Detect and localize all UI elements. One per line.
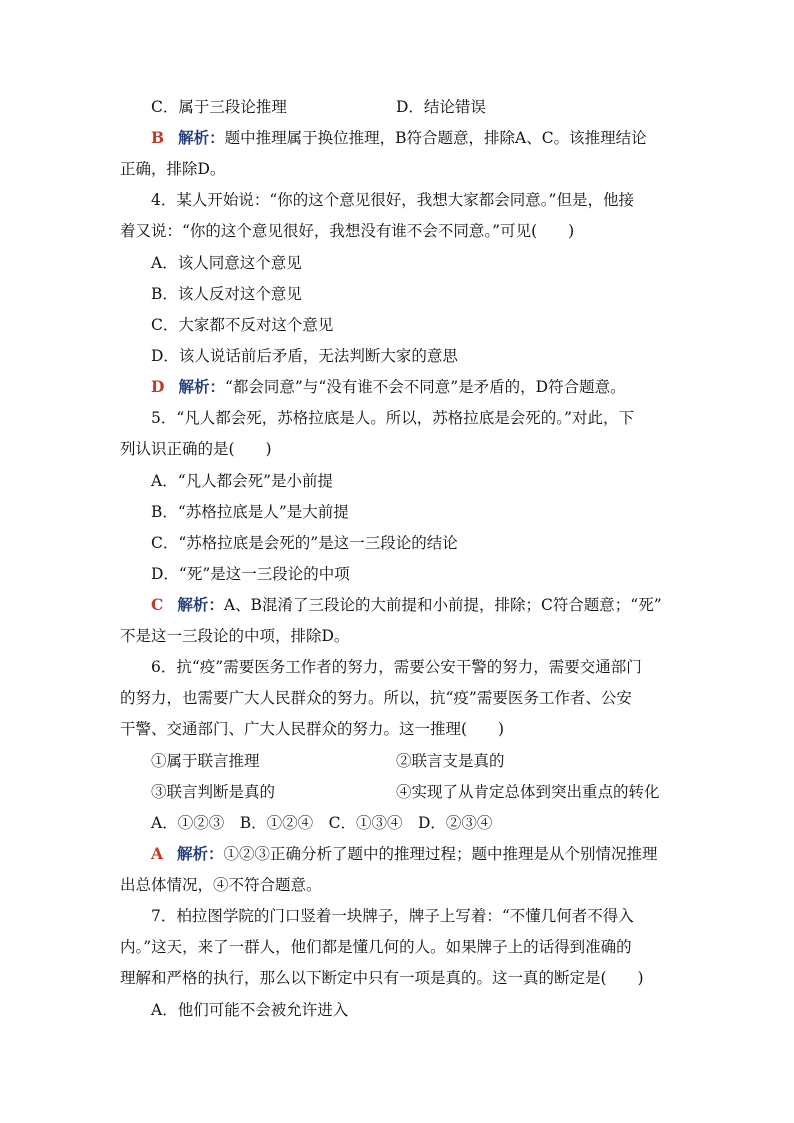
q4-stem-cont: 着又说：“你的这个意见很好，我想没有谁不会不同意。”可见( )	[120, 222, 575, 240]
q6-item-3: ③联言判断是真的	[151, 783, 276, 801]
q5-option-d: D．“死”是这一三段论的中项	[151, 565, 350, 583]
q5-analysis-cont: 不是这一三段论的中项，排除D。	[120, 627, 350, 645]
q3-option-c: C．属于三段论推理	[151, 98, 287, 116]
q6-item-4: ④实现了从肯定总体到突出重点的转化	[396, 783, 660, 801]
q5-analysis-text: A、B混淆了三段论的大前提和小前提，排除；C符合题意；“死”	[223, 596, 662, 614]
q3-analysis-cont: 正确，排除D。	[120, 160, 226, 178]
q7-option-a: A．他们可能不会被允许进入	[151, 1001, 349, 1019]
q6-answer: A	[151, 844, 164, 863]
q7-stem: 7．柏拉图学院的门口竖着一块牌子，牌子上写着：“不懂几何者不得入	[151, 907, 634, 925]
q4-answer: D	[151, 377, 165, 396]
q3-answer: B	[151, 128, 165, 147]
q5-option-c: C．“苏格拉底是会死的”是这一三段论的结论	[151, 534, 458, 552]
q6-options: A．①②③ B．①②④ C．①③④ D．②③④	[151, 814, 493, 832]
q6-stem: 6．抗“疫”需要医务工作者的努力，需要公安干警的努力，需要交通部门	[151, 658, 642, 676]
q3-option-d: D．结论错误	[396, 98, 486, 116]
q4-analysis	[151, 377, 794, 397]
q5-option-b: B．“苏格拉底是人”是大前提	[151, 503, 349, 521]
q4-analysis-label: 解析：	[178, 377, 225, 396]
q6-analysis-label: 解析：	[177, 844, 224, 863]
q3-analysis-text: 题中推理属于换位推理，B符合题意，排除A、C。该推理结论	[224, 129, 647, 147]
q4-option-c: C．大家都不反对这个意见	[151, 316, 334, 334]
q6-item-2: ②联言支是真的	[396, 752, 505, 770]
q6-analysis-cont: 出总体情况，④不符合题意。	[120, 876, 322, 894]
q5-analysis-label: 解析：	[177, 595, 224, 614]
q5-stem: 5．“凡人都会死，苏格拉底是人。所以，苏格拉底是会死的。”对此，下	[151, 409, 634, 427]
q5-stem-cont: 列认识正确的是( )	[120, 440, 272, 458]
q4-stem: 4．某人开始说：“你的这个意见很好，我想大家都会同意。”但是，他接	[151, 191, 634, 209]
q6-analysis-text: ①②③正确分析了题中的推理过程；题中推理是从个别情况推理	[223, 845, 658, 863]
q6-stem-cont-1: 的努力，也需要广大人民群众的努力。所以，抗“疫”需要医务工作者、公安	[120, 689, 632, 707]
q7-stem-cont-2: 理解和严格的执行，那么以下断定中只有一项是真的。这一真的断定是( )	[120, 969, 644, 987]
q4-option-b: B．该人反对这个意见	[151, 285, 302, 303]
q7-stem-cont-1: 内。”这天，来了一群人，他们都是懂几何的人。如果牌子上的话得到准确的	[120, 938, 632, 956]
q6-analysis	[151, 844, 794, 864]
q4-option-a: A．该人同意这个意见	[151, 254, 302, 272]
q4-option-d: D．该人说话前后矛盾，无法判断大家的意思	[151, 347, 458, 365]
q6-stem-cont-2: 干警、交通部门、广大人民群众的努力。这一推理( )	[120, 720, 505, 738]
q3-analysis	[151, 128, 794, 148]
q5-option-a: A．“凡人都会死”是小前提	[151, 472, 334, 490]
q5-analysis	[151, 595, 794, 615]
q6-item-1: ①属于联言推理	[151, 752, 260, 770]
q4-analysis-text: “都会同意”与“没有谁不会不同意”是矛盾的，D符合题意。	[224, 378, 626, 396]
q3-analysis-label: 解析：	[178, 128, 225, 147]
q5-answer: C	[151, 595, 164, 614]
